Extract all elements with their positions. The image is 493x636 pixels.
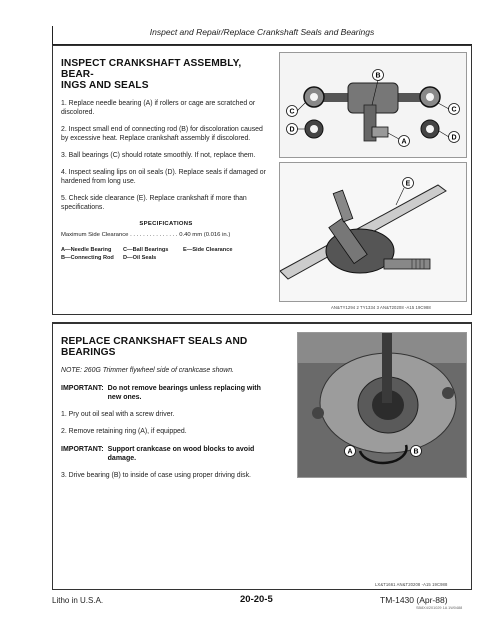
important-notice-1 — [61, 384, 271, 402]
section1-step-1: 1. Replace needle bearing (A) if rollers or cage are scratched or discolored. — [61, 100, 256, 116]
figure1-caption: AN&TY1294 2 TY1334 3 AN&T20208 -A15 19C988 — [331, 305, 431, 310]
spec-dots: . . . . . . . . . . . . . . . — [130, 232, 178, 238]
section2-step-2: 2. Remove retaining ring (A), if equipped. — [61, 428, 187, 435]
spec-row — [61, 232, 271, 238]
footer-page-number: 20-20-5 — [240, 594, 273, 605]
figure1-label: C — [289, 108, 295, 116]
important-text: Do not remove bearings unless replacing with new ones. — [107, 385, 261, 401]
section1-step-4: 4. Inspect sealing lips on oil seals (D). Replace seals if damaged or hardened from long use. — [61, 169, 266, 185]
side-clearance-figure — [279, 162, 467, 302]
legend-item: A—Needle Bearing — [61, 247, 112, 253]
side-clearance-drawing — [280, 163, 467, 302]
important-label: IMPORTANT: — [61, 385, 104, 392]
legend-item: D—Oil Seals — [123, 255, 157, 261]
figure3-label: B — [413, 448, 419, 456]
important-label: IMPORTANT: — [61, 446, 104, 453]
section-inspect-crankshaft — [52, 45, 472, 315]
section2-step-3: 3. Drive bearing (B) to inside of case using proper driving disk. — [61, 472, 251, 479]
spec-label: Maximum Side Clearance — [61, 232, 129, 238]
crankshaft-exploded-drawing — [280, 53, 467, 158]
page-header-title: Inspect and Repair/Replace Crankshaft Seals and Bearings — [149, 27, 375, 37]
section2-title-line1: REPLACE CRANKSHAFT SEALS AND — [61, 336, 248, 347]
section2-text-column — [61, 336, 271, 480]
crankcase-photo-drawing — [298, 333, 467, 478]
figure1-label: B — [375, 72, 381, 80]
section1-title-line1: INSPECT CRANKSHAFT ASSEMBLY, BEAR- — [61, 58, 242, 80]
spec-value: 0.40 mm (0.016 in.) — [179, 232, 231, 238]
section1-step-2: 2. Inspect small end of connecting rod (B) for discoloration caused by excessive heat. Replace crankshaft assembly if discolored. — [61, 126, 263, 142]
section2-title-line2: BEARINGS — [61, 347, 116, 358]
section2-note: NOTE: 260G Trimmer flywheel side of crankcase shown. — [61, 367, 234, 374]
specifications-heading: SPECIFICATIONS — [139, 221, 193, 227]
figure2-label: E — [405, 180, 411, 188]
figure3-caption: LX&T1661 AN&T20208 -A15 19C988 — [375, 582, 448, 587]
footer-manual-id: TM-1430 (Apr-88) — [380, 595, 448, 605]
important-notice-2 — [61, 445, 271, 463]
section2-step-1: 1. Pry out oil seal with a screw driver. — [61, 411, 175, 418]
crankcase-photo — [297, 332, 467, 478]
section1-title-line2: INGS AND SEALS — [61, 80, 149, 91]
figure1-label: D — [289, 126, 295, 134]
section1-title — [61, 58, 271, 91]
section-replace-seals — [52, 322, 472, 590]
section1-step-5: 5. Check side clearance (E). Replace crankshaft if more than specifications. — [61, 195, 247, 211]
figure1-label: A — [401, 138, 407, 146]
footer-code: SB8X4/201029 1A 1W0488 — [416, 606, 463, 610]
figure3-label: A — [347, 448, 353, 456]
figure1-label: D — [451, 134, 457, 142]
legend-item: E—Side Clearance — [183, 247, 233, 253]
section1-text-column — [61, 58, 271, 262]
figure1-label: C — [451, 106, 457, 114]
legend-item: B—Connecting Rod — [61, 255, 114, 261]
section2-title — [61, 336, 271, 358]
section1-step-3: 3. Ball bearings (C) should rotate smoothly. If not, replace them. — [61, 152, 256, 159]
legend-item: C—Ball Bearings — [123, 247, 169, 253]
footer-litho: Litho in U.S.A. — [52, 596, 104, 605]
important-text: Support crankcase on wood blocks to avoid damage. — [107, 446, 255, 462]
crankshaft-exploded-figure — [279, 52, 467, 158]
figure-legend — [61, 246, 271, 262]
